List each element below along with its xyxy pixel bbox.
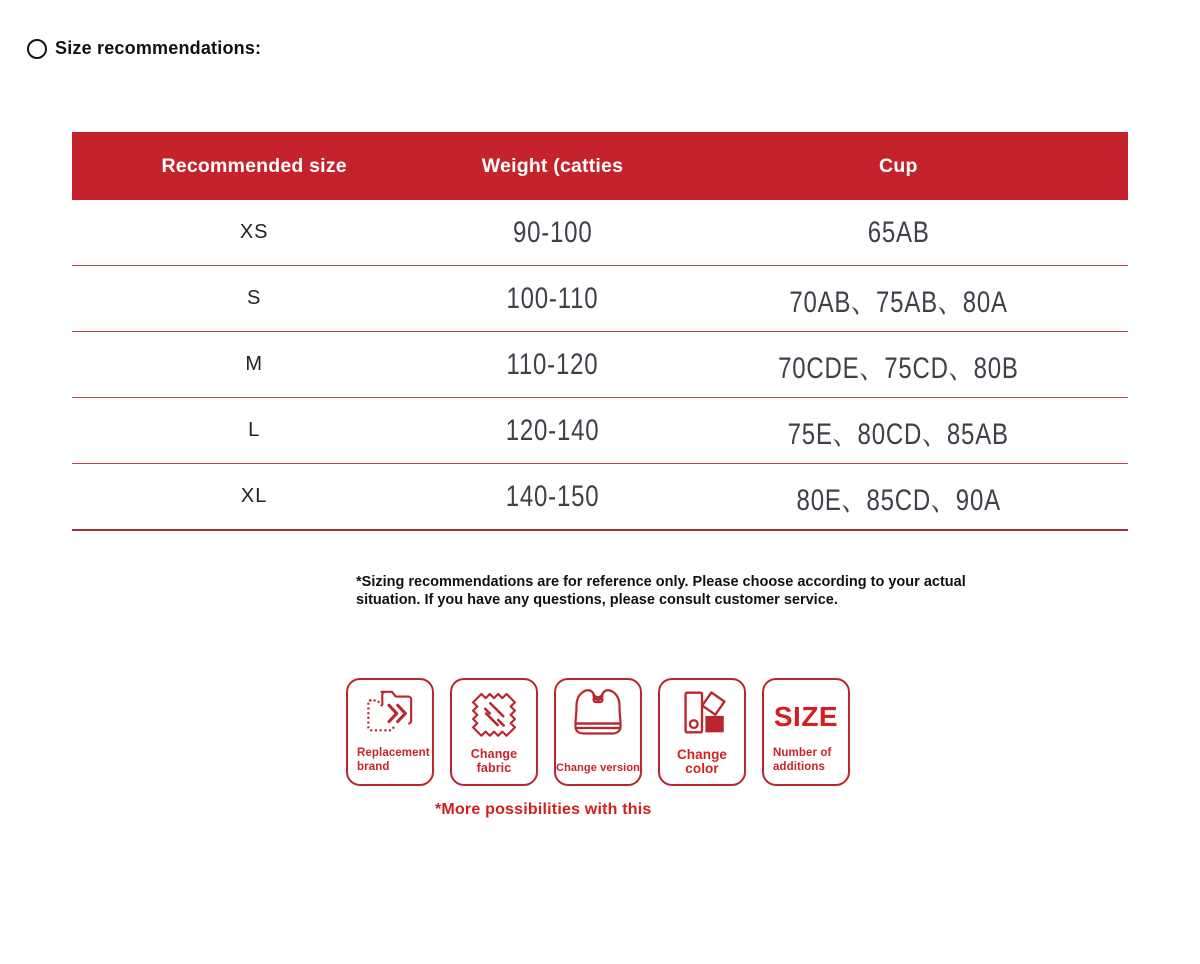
section-title-text: Size recommendations: [55,38,262,58]
table-row-xl [72,464,1128,531]
size-cell: XS [239,221,269,243]
feature-badges [346,678,850,786]
table-row-s [72,266,1128,332]
folder-swap-icon [361,687,419,742]
feature-replacement-brand [346,678,434,786]
cup-cell: 80E、85CD、90A [796,483,1001,517]
feature-label: Number of additions [773,747,832,773]
cup-cell: 70AB、75AB、80A [789,285,1008,319]
size-cell: S [246,287,262,309]
weight-cell: 140-150 [505,479,600,513]
more-possibilities-note: *More possibilities with this [435,801,652,818]
disclaimer-line2: situation. If you have any questions, please consult customer service. [356,591,838,608]
feature-label: Replacement brand [357,747,430,773]
size-cell: M [245,353,263,375]
cup-cell: 75E、80CD、85AB [787,417,1009,451]
table-row-l [72,398,1128,464]
weight-cell: 90-100 [512,215,593,249]
feature-change-fabric [450,678,538,786]
size-text-icon: SIZE [773,701,839,732]
column-header-recommended-size: Recommended size [161,154,347,177]
feature-change-color [658,678,746,786]
weight-cell: 110-120 [506,347,599,381]
size-cell: XL [240,485,268,507]
feature-label: Change version [556,761,640,774]
cup-cell: 65AB [867,215,930,249]
table-row-m [72,332,1128,398]
disclaimer-text [356,574,996,609]
sports-bra-icon [566,687,630,746]
fabric-swatch-icon [465,687,523,744]
column-header-weight: Weight (catties [481,154,624,177]
weight-cell: 120-140 [505,413,600,447]
feature-number-of-additions [762,678,850,786]
feature-label: Change color [676,747,728,776]
feature-change-version [554,678,642,786]
cup-cell: 70CDE、75CD、80B [777,351,1019,385]
section-title [27,38,261,59]
feature-label: Change fabric [470,747,518,775]
disclaimer-line1: *Sizing recommendations are for reference only. Please choose according to your actual [356,574,966,590]
weight-cell: 100-110 [506,281,599,315]
table-row-xs [72,200,1128,266]
table-header-row [72,132,1128,200]
column-header-cup: Cup [879,154,918,177]
size-cell: L [248,419,261,441]
circle-bullet-icon [27,39,47,59]
color-swatch-icon [673,687,731,744]
size-recommendation-table [72,132,1128,531]
